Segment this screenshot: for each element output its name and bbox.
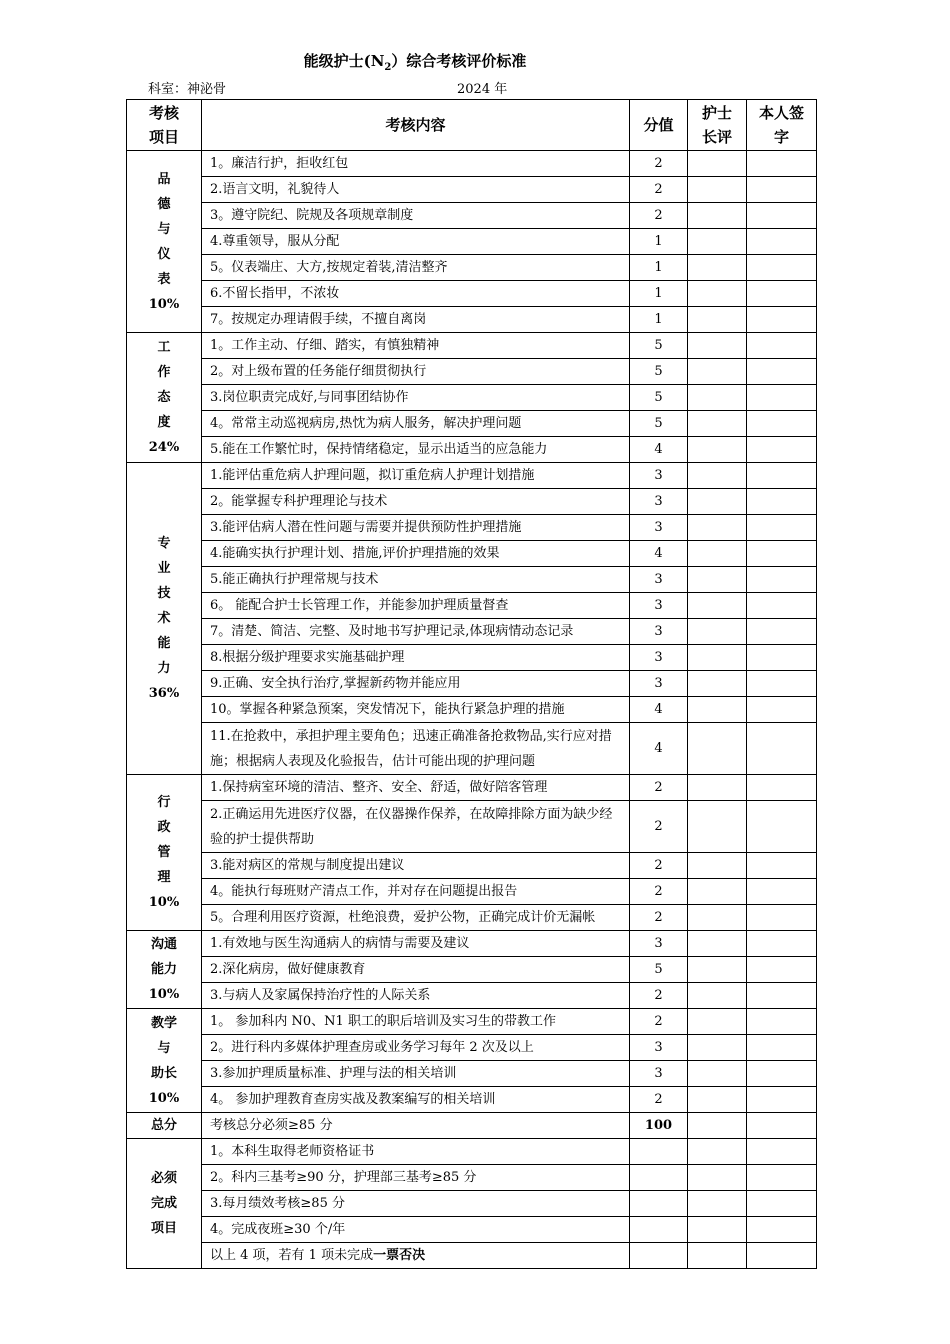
category-label-line: 品 xyxy=(157,171,171,187)
category-label-line: 与 xyxy=(157,1040,171,1056)
head-nurse-cell xyxy=(688,333,747,359)
category-label-line: 能 xyxy=(157,636,171,651)
table-row xyxy=(127,229,817,255)
category-label-line: 与 xyxy=(157,221,171,237)
content-cell: 10。掌握各种紧急预案，突发情况下，能执行紧急护理的措施 xyxy=(202,697,630,723)
score-cell xyxy=(630,1191,688,1217)
table-row xyxy=(127,151,817,177)
table-row xyxy=(127,905,817,931)
category-label-line: 行 xyxy=(157,795,171,810)
table-row xyxy=(127,1087,817,1113)
evaluation-table xyxy=(126,99,817,1269)
content-cell: 1.能评估重危病人护理问题，拟订重危病人护理计划措施 xyxy=(202,463,630,489)
total-row xyxy=(127,1113,817,1139)
table-row xyxy=(127,307,817,333)
signature-cell xyxy=(747,905,817,931)
signature-cell xyxy=(747,281,817,307)
final-note-bold: 一票否决 xyxy=(373,1248,426,1263)
head-nurse-cell xyxy=(688,385,747,411)
head-nurse-cell xyxy=(688,645,747,671)
head-nurse-cell xyxy=(688,905,747,931)
content-cell: 4.尊重领导，服从分配 xyxy=(202,229,630,255)
head-nurse-cell xyxy=(688,203,747,229)
signature-cell xyxy=(747,645,817,671)
signature-cell xyxy=(747,619,817,645)
content-cell: 2.深化病房，做好健康教育 xyxy=(202,957,630,983)
table-row xyxy=(127,255,817,281)
table-row xyxy=(127,437,817,463)
table-row xyxy=(127,515,817,541)
score-cell: 5 xyxy=(630,333,688,359)
content-cell: 3.能对病区的常规与制度提出建议 xyxy=(202,853,630,879)
category-label xyxy=(127,1139,202,1269)
signature-cell xyxy=(747,541,817,567)
content-cell: 7。按规定办理请假手续，不擅自离岗 xyxy=(202,307,630,333)
required-content: 1。本科生取得老师资格证书 xyxy=(202,1139,630,1165)
content-cell: 5.能在工作繁忙时，保持情绪稳定，显示出适当的应急能力 xyxy=(202,437,630,463)
score-cell xyxy=(630,1165,688,1191)
content-cell: 8.根据分级护理要求实施基础护理 xyxy=(202,645,630,671)
content-cell: 6.不留长指甲，不浓妆 xyxy=(202,281,630,307)
required-content: 3.每月绩效考核≥85 分 xyxy=(202,1191,630,1217)
score-cell: 2 xyxy=(630,151,688,177)
head-nurse-cell xyxy=(688,879,747,905)
content-cell: 4。能执行每班财产清点工作，并对存在问题提出报告 xyxy=(202,879,630,905)
category-label-line: 24% xyxy=(148,440,180,455)
head-nurse-cell xyxy=(688,281,747,307)
content-cell: 2.语言文明，礼貌待人 xyxy=(202,177,630,203)
score-cell: 2 xyxy=(630,905,688,931)
category-label-line: 10% xyxy=(148,895,180,910)
category-label xyxy=(127,931,202,1009)
score-cell: 4 xyxy=(630,541,688,567)
signature-cell xyxy=(747,775,817,801)
category-label-line: 10% xyxy=(148,987,180,1002)
category-label-line: 仪 xyxy=(157,246,171,262)
table-row xyxy=(127,697,817,723)
category-label-line: 态 xyxy=(157,390,171,405)
score-cell xyxy=(630,1243,688,1269)
signature-cell xyxy=(747,801,817,853)
score-cell: 2 xyxy=(630,203,688,229)
score-cell: 2 xyxy=(630,853,688,879)
score-cell: 5 xyxy=(630,411,688,437)
category-label-line: 技 xyxy=(157,586,171,601)
category-label-line: 项目 xyxy=(150,1221,177,1236)
table-row xyxy=(127,281,817,307)
signature-cell xyxy=(747,489,817,515)
category-label-line: 政 xyxy=(157,820,171,835)
head-nurse-cell xyxy=(688,1113,747,1139)
category-label-line: 沟通 xyxy=(150,937,177,952)
table-row xyxy=(127,723,817,775)
head-nurse-cell xyxy=(688,515,747,541)
head-nurse-cell xyxy=(688,931,747,957)
content-cell: 3.能评估病人潜在性问题与需要并提供预防性护理措施 xyxy=(202,515,630,541)
content-cell: 3.与病人及家属保持治疗性的人际关系 xyxy=(202,983,630,1009)
score-cell: 3 xyxy=(630,567,688,593)
content-cell: 2。能掌握专科护理理论与技术 xyxy=(202,489,630,515)
table-body xyxy=(127,151,817,1269)
score-cell: 4 xyxy=(630,437,688,463)
total-label: 总分 xyxy=(127,1113,202,1139)
category-label-line: 完成 xyxy=(150,1196,177,1211)
score-cell: 3 xyxy=(630,515,688,541)
required-row xyxy=(127,1165,817,1191)
content-cell: 2.正确运用先进医疗仪器，在仪器操作保养，在故障排除方面为缺少经验的护士提供帮助 xyxy=(202,801,630,853)
table-row xyxy=(127,1035,817,1061)
year-label: 2024 年 xyxy=(457,82,508,97)
category-label-line: 力 xyxy=(157,661,171,676)
head-nurse-cell xyxy=(688,775,747,801)
signature-cell xyxy=(747,255,817,281)
head-nurse-cell xyxy=(688,801,747,853)
score-cell: 1 xyxy=(630,307,688,333)
table-row xyxy=(127,567,817,593)
content-cell: 1。 参加科内 N0、N1 职工的职后培训及实习生的带教工作 xyxy=(202,1009,630,1035)
head-nurse-cell xyxy=(688,411,747,437)
score-cell: 3 xyxy=(630,931,688,957)
required-final-row xyxy=(127,1243,817,1269)
score-cell: 3 xyxy=(630,671,688,697)
category-label-line: 表 xyxy=(157,271,171,287)
score-cell: 2 xyxy=(630,1087,688,1113)
department-label: 科室：神泌骨 xyxy=(148,82,227,97)
category-label-line: 10% xyxy=(148,296,180,312)
content-cell: 3.参加护理质量标准、护理与法的相关培训 xyxy=(202,1061,630,1087)
signature-cell xyxy=(747,385,817,411)
category-label-line: 术 xyxy=(157,611,171,626)
header-content: 考核内容 xyxy=(202,100,630,151)
final-note: 以上 4 项，若有 1 项未完成 xyxy=(210,1248,374,1263)
table-row xyxy=(127,879,817,905)
required-content: 2。科内三基考≥90 分，护理部三基考≥85 分 xyxy=(202,1165,630,1191)
content-cell: 1。工作主动、仔细、踏实，有慎独精神 xyxy=(202,333,630,359)
score-cell: 3 xyxy=(630,593,688,619)
signature-cell xyxy=(747,853,817,879)
score-cell: 5 xyxy=(630,359,688,385)
table-row xyxy=(127,203,817,229)
signature-cell xyxy=(747,463,817,489)
signature-cell xyxy=(747,307,817,333)
table-row xyxy=(127,411,817,437)
table-row xyxy=(127,333,817,359)
score-cell: 3 xyxy=(630,463,688,489)
score-cell: 4 xyxy=(630,697,688,723)
score-cell xyxy=(630,1139,688,1165)
head-nurse-cell xyxy=(688,489,747,515)
total-score: 100 xyxy=(630,1113,688,1139)
table-row xyxy=(127,957,817,983)
category-label-line: 管 xyxy=(157,845,171,860)
head-nurse-cell xyxy=(688,1009,747,1035)
category-label-line: 助长 xyxy=(150,1065,177,1081)
category-label xyxy=(127,151,202,333)
table-row xyxy=(127,801,817,853)
head-nurse-cell xyxy=(688,567,747,593)
signature-cell xyxy=(747,1217,817,1243)
signature-cell xyxy=(747,1165,817,1191)
score-cell: 1 xyxy=(630,281,688,307)
signature-cell xyxy=(747,359,817,385)
content-cell: 2。进行科内多媒体护理查房或业务学习每年 2 次及以上 xyxy=(202,1035,630,1061)
required-row xyxy=(127,1191,817,1217)
category-label-line: 必须 xyxy=(150,1171,177,1186)
page-title: 能级护士$(N_2)$综合考核评价标准 xyxy=(303,52,527,73)
signature-cell xyxy=(747,333,817,359)
head-nurse-cell xyxy=(688,437,747,463)
head-nurse-cell xyxy=(688,1035,747,1061)
score-cell: 4 xyxy=(630,723,688,775)
content-cell: 9.正确、安全执行治疗,掌握新药物并能应用 xyxy=(202,671,630,697)
category-label-line: 36% xyxy=(148,686,180,701)
table-row xyxy=(127,645,817,671)
signature-cell xyxy=(747,957,817,983)
required-row xyxy=(127,1139,817,1165)
content-cell: 3.岗位职责完成好,与同事团结协作 xyxy=(202,385,630,411)
head-nurse-cell xyxy=(688,853,747,879)
content-cell: 6。 能配合护士长管理工作，并能参加护理质量督查 xyxy=(202,593,630,619)
category-label xyxy=(127,333,202,463)
content-cell: 1.保持病室环境的清洁、整齐、安全、舒适，做好陪客管理 xyxy=(202,775,630,801)
head-nurse-cell xyxy=(688,1139,747,1165)
score-cell: 2 xyxy=(630,177,688,203)
score-cell xyxy=(630,1217,688,1243)
score-cell: 3 xyxy=(630,489,688,515)
table-row xyxy=(127,671,817,697)
score-cell: 2 xyxy=(630,801,688,853)
category-label xyxy=(127,1009,202,1113)
signature-cell xyxy=(747,203,817,229)
signature-cell xyxy=(747,1243,817,1269)
header-item: 考核 项目 xyxy=(127,100,202,151)
category-label-line: 10% xyxy=(148,1090,180,1106)
table-row xyxy=(127,359,817,385)
score-cell: 3 xyxy=(630,619,688,645)
score-cell: 5 xyxy=(630,385,688,411)
content-cell: 7。清楚、简洁、完整、及时地书写护理记录,体现病情动态记录 xyxy=(202,619,630,645)
signature-cell xyxy=(747,515,817,541)
total-content: 考核总分必须≥85 分 xyxy=(202,1113,630,1139)
signature-cell xyxy=(747,411,817,437)
category-label-line: 理 xyxy=(157,870,171,885)
category-label-line: 业 xyxy=(157,561,171,576)
signature-cell xyxy=(747,1061,817,1087)
head-nurse-cell xyxy=(688,359,747,385)
score-cell: 2 xyxy=(630,879,688,905)
category-label xyxy=(127,463,202,775)
score-cell: 2 xyxy=(630,983,688,1009)
category-label-line: 能力 xyxy=(150,962,177,977)
content-cell: 1。廉洁行护，拒收红包 xyxy=(202,151,630,177)
head-nurse-cell xyxy=(688,957,747,983)
signature-cell xyxy=(747,437,817,463)
score-cell: 3 xyxy=(630,1035,688,1061)
score-cell: 5 xyxy=(630,957,688,983)
score-cell: 2 xyxy=(630,1009,688,1035)
head-nurse-cell xyxy=(688,1217,747,1243)
content-cell: 4。常常主动巡视病房,热忱为病人服务，解决护理问题 xyxy=(202,411,630,437)
category-label-line: 教学 xyxy=(150,1015,177,1031)
signature-cell xyxy=(747,229,817,255)
required-final-content xyxy=(202,1243,630,1269)
content-cell: 1.有效地与医生沟通病人的病情与需要及建议 xyxy=(202,931,630,957)
head-nurse-cell xyxy=(688,593,747,619)
head-nurse-cell xyxy=(688,229,747,255)
content-cell: 4.能确实执行护理计划、措施,评价护理措施的效果 xyxy=(202,541,630,567)
table-row xyxy=(127,1061,817,1087)
content-cell: 5。合理利用医疗资源，杜绝浪费，爱护公物，正确完成计价无漏帐 xyxy=(202,905,630,931)
signature-cell xyxy=(747,931,817,957)
required-content: 4。完成夜班≥30 个/年 xyxy=(202,1217,630,1243)
table-row xyxy=(127,385,817,411)
head-nurse-cell xyxy=(688,697,747,723)
signature-cell xyxy=(747,1035,817,1061)
head-nurse-cell xyxy=(688,1191,747,1217)
head-nurse-cell xyxy=(688,255,747,281)
head-nurse-cell xyxy=(688,619,747,645)
score-cell: 2 xyxy=(630,775,688,801)
score-cell: 3 xyxy=(630,645,688,671)
table-row xyxy=(127,619,817,645)
signature-cell xyxy=(747,1087,817,1113)
table-row xyxy=(127,177,817,203)
signature-cell xyxy=(747,567,817,593)
head-nurse-cell xyxy=(688,463,747,489)
signature-cell xyxy=(747,723,817,775)
head-nurse-cell xyxy=(688,151,747,177)
signature-cell xyxy=(747,1191,817,1217)
content-cell: 3。遵守院纪、院规及各项规章制度 xyxy=(202,203,630,229)
category-label-line: 德 xyxy=(157,196,171,212)
head-nurse-cell xyxy=(688,1165,747,1191)
score-cell: 1 xyxy=(630,229,688,255)
head-nurse-cell xyxy=(688,177,747,203)
header-head-nurse: 护士 长评 xyxy=(688,100,747,151)
table-row xyxy=(127,463,817,489)
category-label-line: 工 xyxy=(157,340,171,355)
table-row xyxy=(127,983,817,1009)
head-nurse-cell xyxy=(688,1087,747,1113)
head-nurse-cell xyxy=(688,723,747,775)
category-label-line: 专 xyxy=(157,536,171,551)
header-signature: 本人签 字 xyxy=(747,100,817,151)
head-nurse-cell xyxy=(688,1243,747,1269)
content-cell: 5。仪表端庄、大方,按规定着装,清洁整齐 xyxy=(202,255,630,281)
table-row xyxy=(127,775,817,801)
score-cell: 3 xyxy=(630,1061,688,1087)
content-cell: 5.能正确执行护理常规与技术 xyxy=(202,567,630,593)
content-cell: 2。对上级布置的任务能仔细贯彻执行 xyxy=(202,359,630,385)
category-label-line: 度 xyxy=(157,415,171,430)
category-label-line: 作 xyxy=(157,365,171,380)
table-row xyxy=(127,541,817,567)
signature-cell xyxy=(747,671,817,697)
content-cell: 4。 参加护理教育查房实战及教案编写的相关培训 xyxy=(202,1087,630,1113)
score-cell: 1 xyxy=(630,255,688,281)
signature-cell xyxy=(747,151,817,177)
header-score: 分值 xyxy=(630,100,688,151)
signature-cell xyxy=(747,1113,817,1139)
head-nurse-cell xyxy=(688,671,747,697)
signature-cell xyxy=(747,697,817,723)
signature-cell xyxy=(747,593,817,619)
head-nurse-cell xyxy=(688,307,747,333)
required-row xyxy=(127,1217,817,1243)
signature-cell xyxy=(747,1139,817,1165)
table-row xyxy=(127,489,817,515)
signature-cell xyxy=(747,1009,817,1035)
table-row xyxy=(127,1009,817,1035)
signature-cell xyxy=(747,879,817,905)
signature-cell xyxy=(747,177,817,203)
table-row xyxy=(127,593,817,619)
signature-cell xyxy=(747,983,817,1009)
head-nurse-cell xyxy=(688,983,747,1009)
head-nurse-cell xyxy=(688,1061,747,1087)
head-nurse-cell xyxy=(688,541,747,567)
table-row xyxy=(127,931,817,957)
table-row xyxy=(127,853,817,879)
category-label xyxy=(127,775,202,931)
content-cell: 11.在抢救中，承担护理主要角色；迅速正确准备抢救物品,实行应对措施；根据病人表现及化验报告，估计可能出现的护理问题 xyxy=(202,723,630,775)
